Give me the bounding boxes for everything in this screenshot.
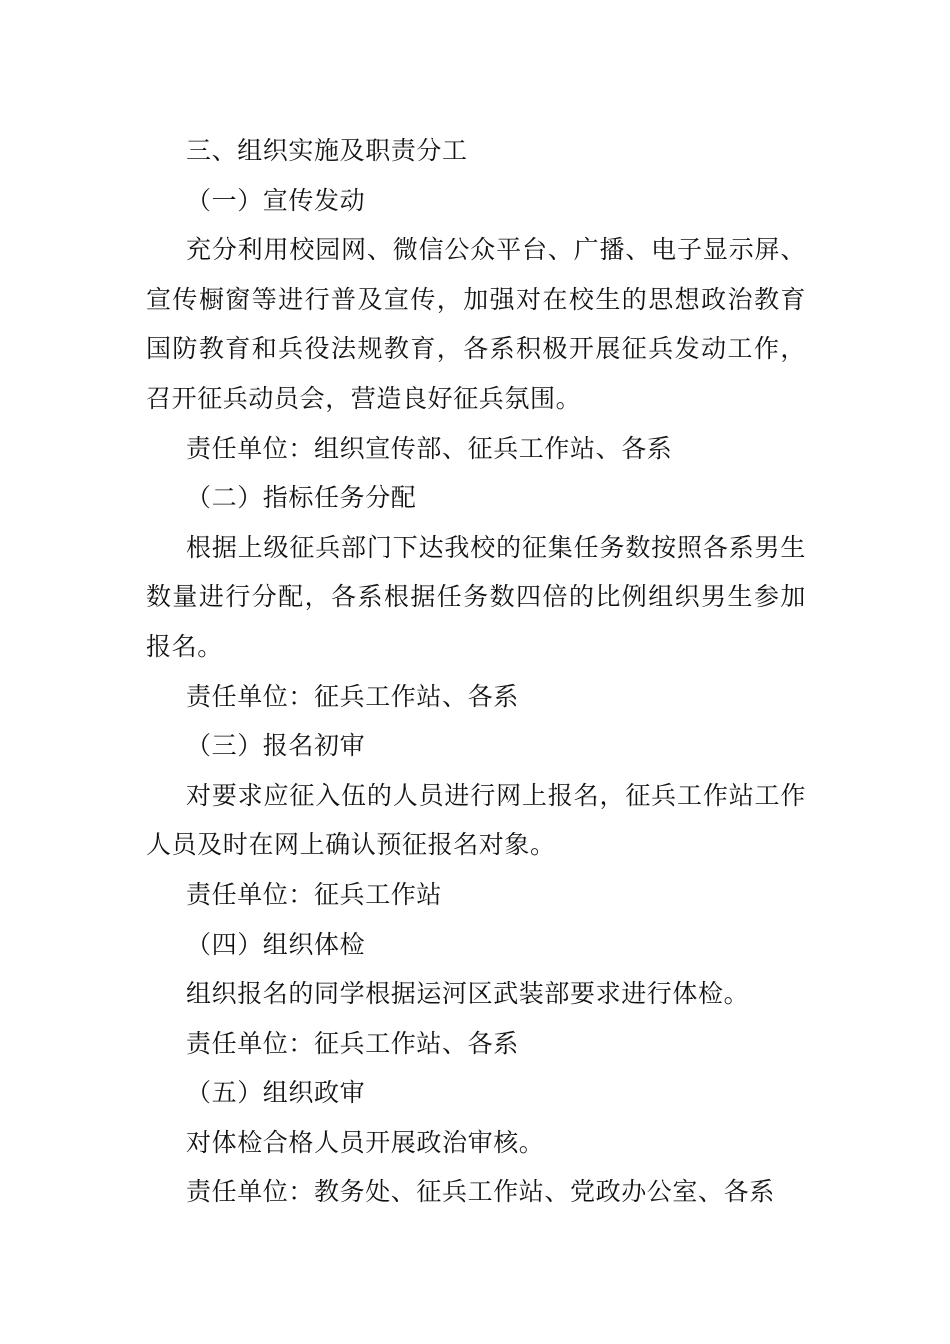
responsible-unit-2: 责任单位：征兵工作站、各系 (186, 681, 519, 711)
subsection-heading-4: （四）组织体检 (186, 929, 366, 959)
paragraph-publicity: 充分利用校园网、微信公众平台、广播、电子显示屏、宣传橱窗等进行普及宣传，加强对在校生的思想政治教育国防教育和兵役法规教育，各系积极开展征兵发动工作，召开征兵动员会，营造良好征兵氛围。 (146, 235, 806, 413)
paragraph-quota: 根据上级征兵部门下达我校的征集任务数按照各系男生数量进行分配，各系根据任务数四倍的比例组织男生参加报名。 (146, 532, 806, 661)
subsection-heading-3: （三）报名初审 (186, 731, 366, 761)
responsible-unit-3: 责任单位：征兵工作站 (186, 879, 443, 909)
subsection-heading-2: （二）指标任务分配 (186, 483, 417, 513)
section-heading: 三、组织实施及职责分工 (186, 136, 468, 165)
paragraph-political-review: 对体检合格人员开展政治审核。 (186, 1127, 545, 1157)
paragraph-registration: 对要求应征入伍的人员进行网上报名，征兵工作站工作人员及时在网上确认预征报名对象。 (146, 780, 806, 860)
subsection-heading-1: （一）宣传发动 (186, 185, 366, 215)
subsection-heading-5: （五）组织政审 (186, 1078, 366, 1108)
responsible-unit-5: 责任单位：教务处、征兵工作站、党政办公室、各系 (186, 1177, 775, 1207)
document-body (146, 126, 806, 1217)
paragraph-medical-exam: 组织报名的同学根据运河区武装部要求进行体检。 (186, 979, 750, 1009)
responsible-unit-4: 责任单位：征兵工作站、各系 (186, 1028, 519, 1058)
responsible-unit-1: 责任单位：组织宣传部、征兵工作站、各系 (186, 433, 673, 463)
